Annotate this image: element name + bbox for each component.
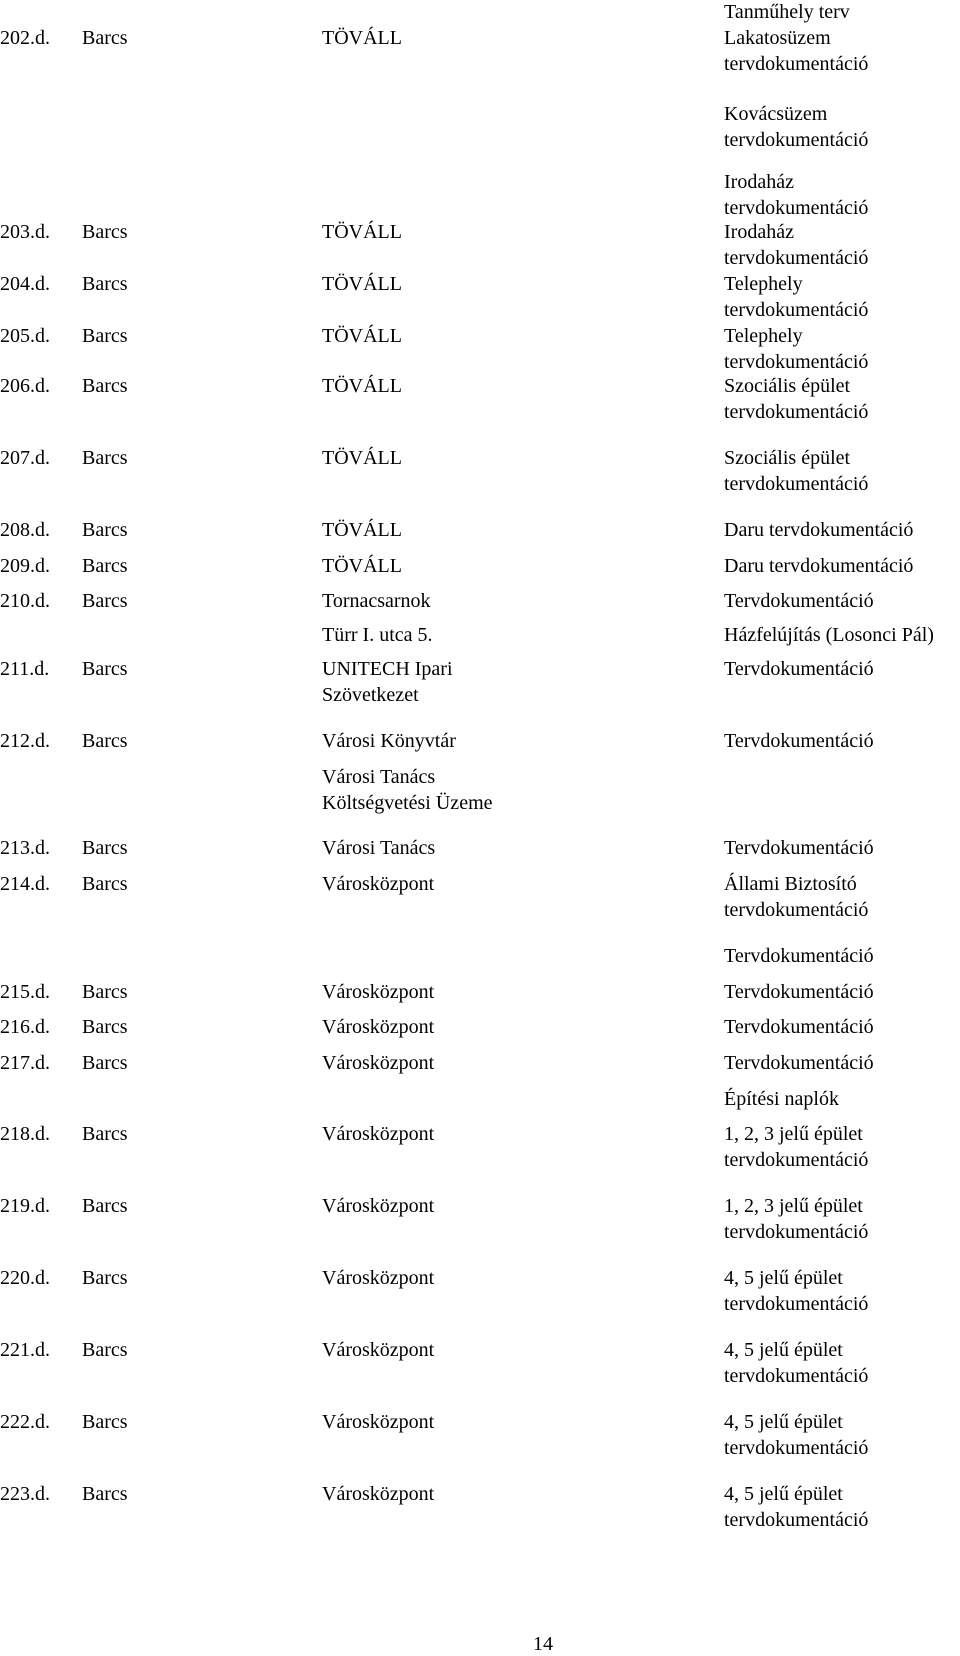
record-place: Barcs: [82, 1123, 128, 1145]
record-number: 208.d.: [0, 519, 50, 541]
record-place: Barcs: [82, 1267, 128, 1289]
record-organization: TÖVÁLL: [322, 27, 402, 49]
record-number: 219.d.: [0, 1195, 50, 1217]
record-number: 209.d.: [0, 555, 50, 577]
record-place: Barcs: [82, 1339, 128, 1361]
record-organization: Városközpont: [322, 981, 435, 1003]
record-place: Barcs: [82, 873, 128, 895]
record-organization: Városi Könyvtár: [322, 730, 456, 752]
record-place: Barcs: [82, 555, 128, 577]
record-place: Barcs: [82, 375, 128, 397]
record-number: 213.d.: [0, 837, 50, 859]
record-number: 215.d.: [0, 981, 50, 1003]
record-place: Barcs: [82, 981, 128, 1003]
record-place: Barcs: [82, 1411, 128, 1433]
record-document: Telephely tervdokumentáció: [724, 325, 869, 373]
record-organization: TÖVÁLL: [322, 221, 402, 243]
record-document: Tanműhely terv: [724, 1, 850, 23]
record-number: 222.d.: [0, 1411, 50, 1433]
record-place: Barcs: [82, 590, 128, 612]
record-organization: Türr I. utca 5.: [322, 624, 433, 646]
record-document: Tervdokumentáció: [724, 730, 874, 752]
record-number: 212.d.: [0, 730, 50, 752]
record-number: 223.d.: [0, 1483, 50, 1505]
record-number: 218.d.: [0, 1123, 50, 1145]
record-place: Barcs: [82, 1016, 128, 1038]
record-organization: UNITECH Ipari Szövetkezet: [322, 658, 453, 706]
record-organization: TÖVÁLL: [322, 447, 402, 469]
record-number: 210.d.: [0, 590, 50, 612]
record-organization: Városközpont: [322, 1016, 435, 1038]
record-document: Irodaház tervdokumentáció: [724, 171, 869, 219]
record-place: Barcs: [82, 325, 128, 347]
record-place: Barcs: [82, 1052, 128, 1074]
record-document: Telephely tervdokumentáció: [724, 273, 869, 321]
record-place: Barcs: [82, 221, 128, 243]
record-place: Barcs: [82, 1195, 128, 1217]
record-organization: TÖVÁLL: [322, 325, 402, 347]
record-document: Építési naplók: [724, 1088, 839, 1110]
record-organization: Városi Tanács: [322, 837, 436, 859]
record-document: Irodaház tervdokumentáció: [724, 221, 869, 269]
record-organization: TÖVÁLL: [322, 273, 402, 295]
record-organization: Városközpont: [322, 1411, 435, 1433]
record-place: Barcs: [82, 730, 128, 752]
record-organization: Tornacsarnok: [322, 590, 431, 612]
record-number: 204.d.: [0, 273, 50, 295]
record-document: Házfelújítás (Losonci Pál): [724, 624, 934, 646]
record-organization: TÖVÁLL: [322, 375, 402, 397]
record-document: Tervdokumentáció: [724, 981, 874, 1003]
record-place: Barcs: [82, 447, 128, 469]
record-document: Lakatosüzem tervdokumentáció: [724, 27, 869, 75]
record-organization: Városközpont: [322, 1123, 435, 1145]
record-organization: Városközpont: [322, 1195, 435, 1217]
record-document: Tervdokumentáció: [724, 590, 874, 612]
record-document: Tervdokumentáció: [724, 1052, 874, 1074]
record-document: 4, 5 jelű épület tervdokumentáció: [724, 1339, 869, 1387]
record-organization: TÖVÁLL: [322, 519, 402, 541]
record-organization: Városközpont: [322, 1483, 435, 1505]
record-place: Barcs: [82, 837, 128, 859]
record-document: Daru tervdokumentáció: [724, 519, 914, 541]
record-document: Tervdokumentáció: [724, 837, 874, 859]
record-place: Barcs: [82, 27, 128, 49]
record-document: Tervdokumentáció: [724, 1016, 874, 1038]
record-place: Barcs: [82, 1483, 128, 1505]
record-document: 1, 2, 3 jelű épület tervdokumentáció: [724, 1195, 869, 1243]
record-number: 214.d.: [0, 873, 50, 895]
record-organization: Városközpont: [322, 1052, 435, 1074]
record-organization: TÖVÁLL: [322, 555, 402, 577]
record-number: 207.d.: [0, 447, 50, 469]
record-number: 211.d.: [0, 658, 50, 680]
record-number: 206.d.: [0, 375, 50, 397]
record-number: 202.d.: [0, 27, 50, 49]
record-document: 1, 2, 3 jelű épület tervdokumentáció: [724, 1123, 869, 1171]
record-document: Szociális épület tervdokumentáció: [724, 375, 869, 423]
record-document: 4, 5 jelű épület tervdokumentáció: [724, 1411, 869, 1459]
record-document: 4, 5 jelű épület tervdokumentáció: [724, 1483, 869, 1531]
record-place: Barcs: [82, 519, 128, 541]
record-organization: Városi Tanács Költségvetési Üzeme: [322, 766, 493, 814]
record-document: Szociális épület tervdokumentáció: [724, 447, 869, 495]
page-number: 14: [533, 1633, 553, 1655]
record-number: 217.d.: [0, 1052, 50, 1074]
record-number: 203.d.: [0, 221, 50, 243]
record-number: 221.d.: [0, 1339, 50, 1361]
record-place: Barcs: [82, 273, 128, 295]
record-document: Tervdokumentáció: [724, 658, 874, 680]
record-organization: Városközpont: [322, 1267, 435, 1289]
record-document: 4, 5 jelű épület tervdokumentáció: [724, 1267, 869, 1315]
record-document: Daru tervdokumentáció: [724, 555, 914, 577]
record-organization: Városközpont: [322, 1339, 435, 1361]
record-number: 205.d.: [0, 325, 50, 347]
record-place: Barcs: [82, 658, 128, 680]
record-number: 220.d.: [0, 1267, 50, 1289]
record-number: 216.d.: [0, 1016, 50, 1038]
record-document: Kovácsüzem tervdokumentáció: [724, 103, 869, 151]
record-document: Tervdokumentáció: [724, 945, 874, 967]
record-organization: Városközpont: [322, 873, 435, 895]
record-document: Állami Biztosító tervdokumentáció: [724, 873, 869, 921]
